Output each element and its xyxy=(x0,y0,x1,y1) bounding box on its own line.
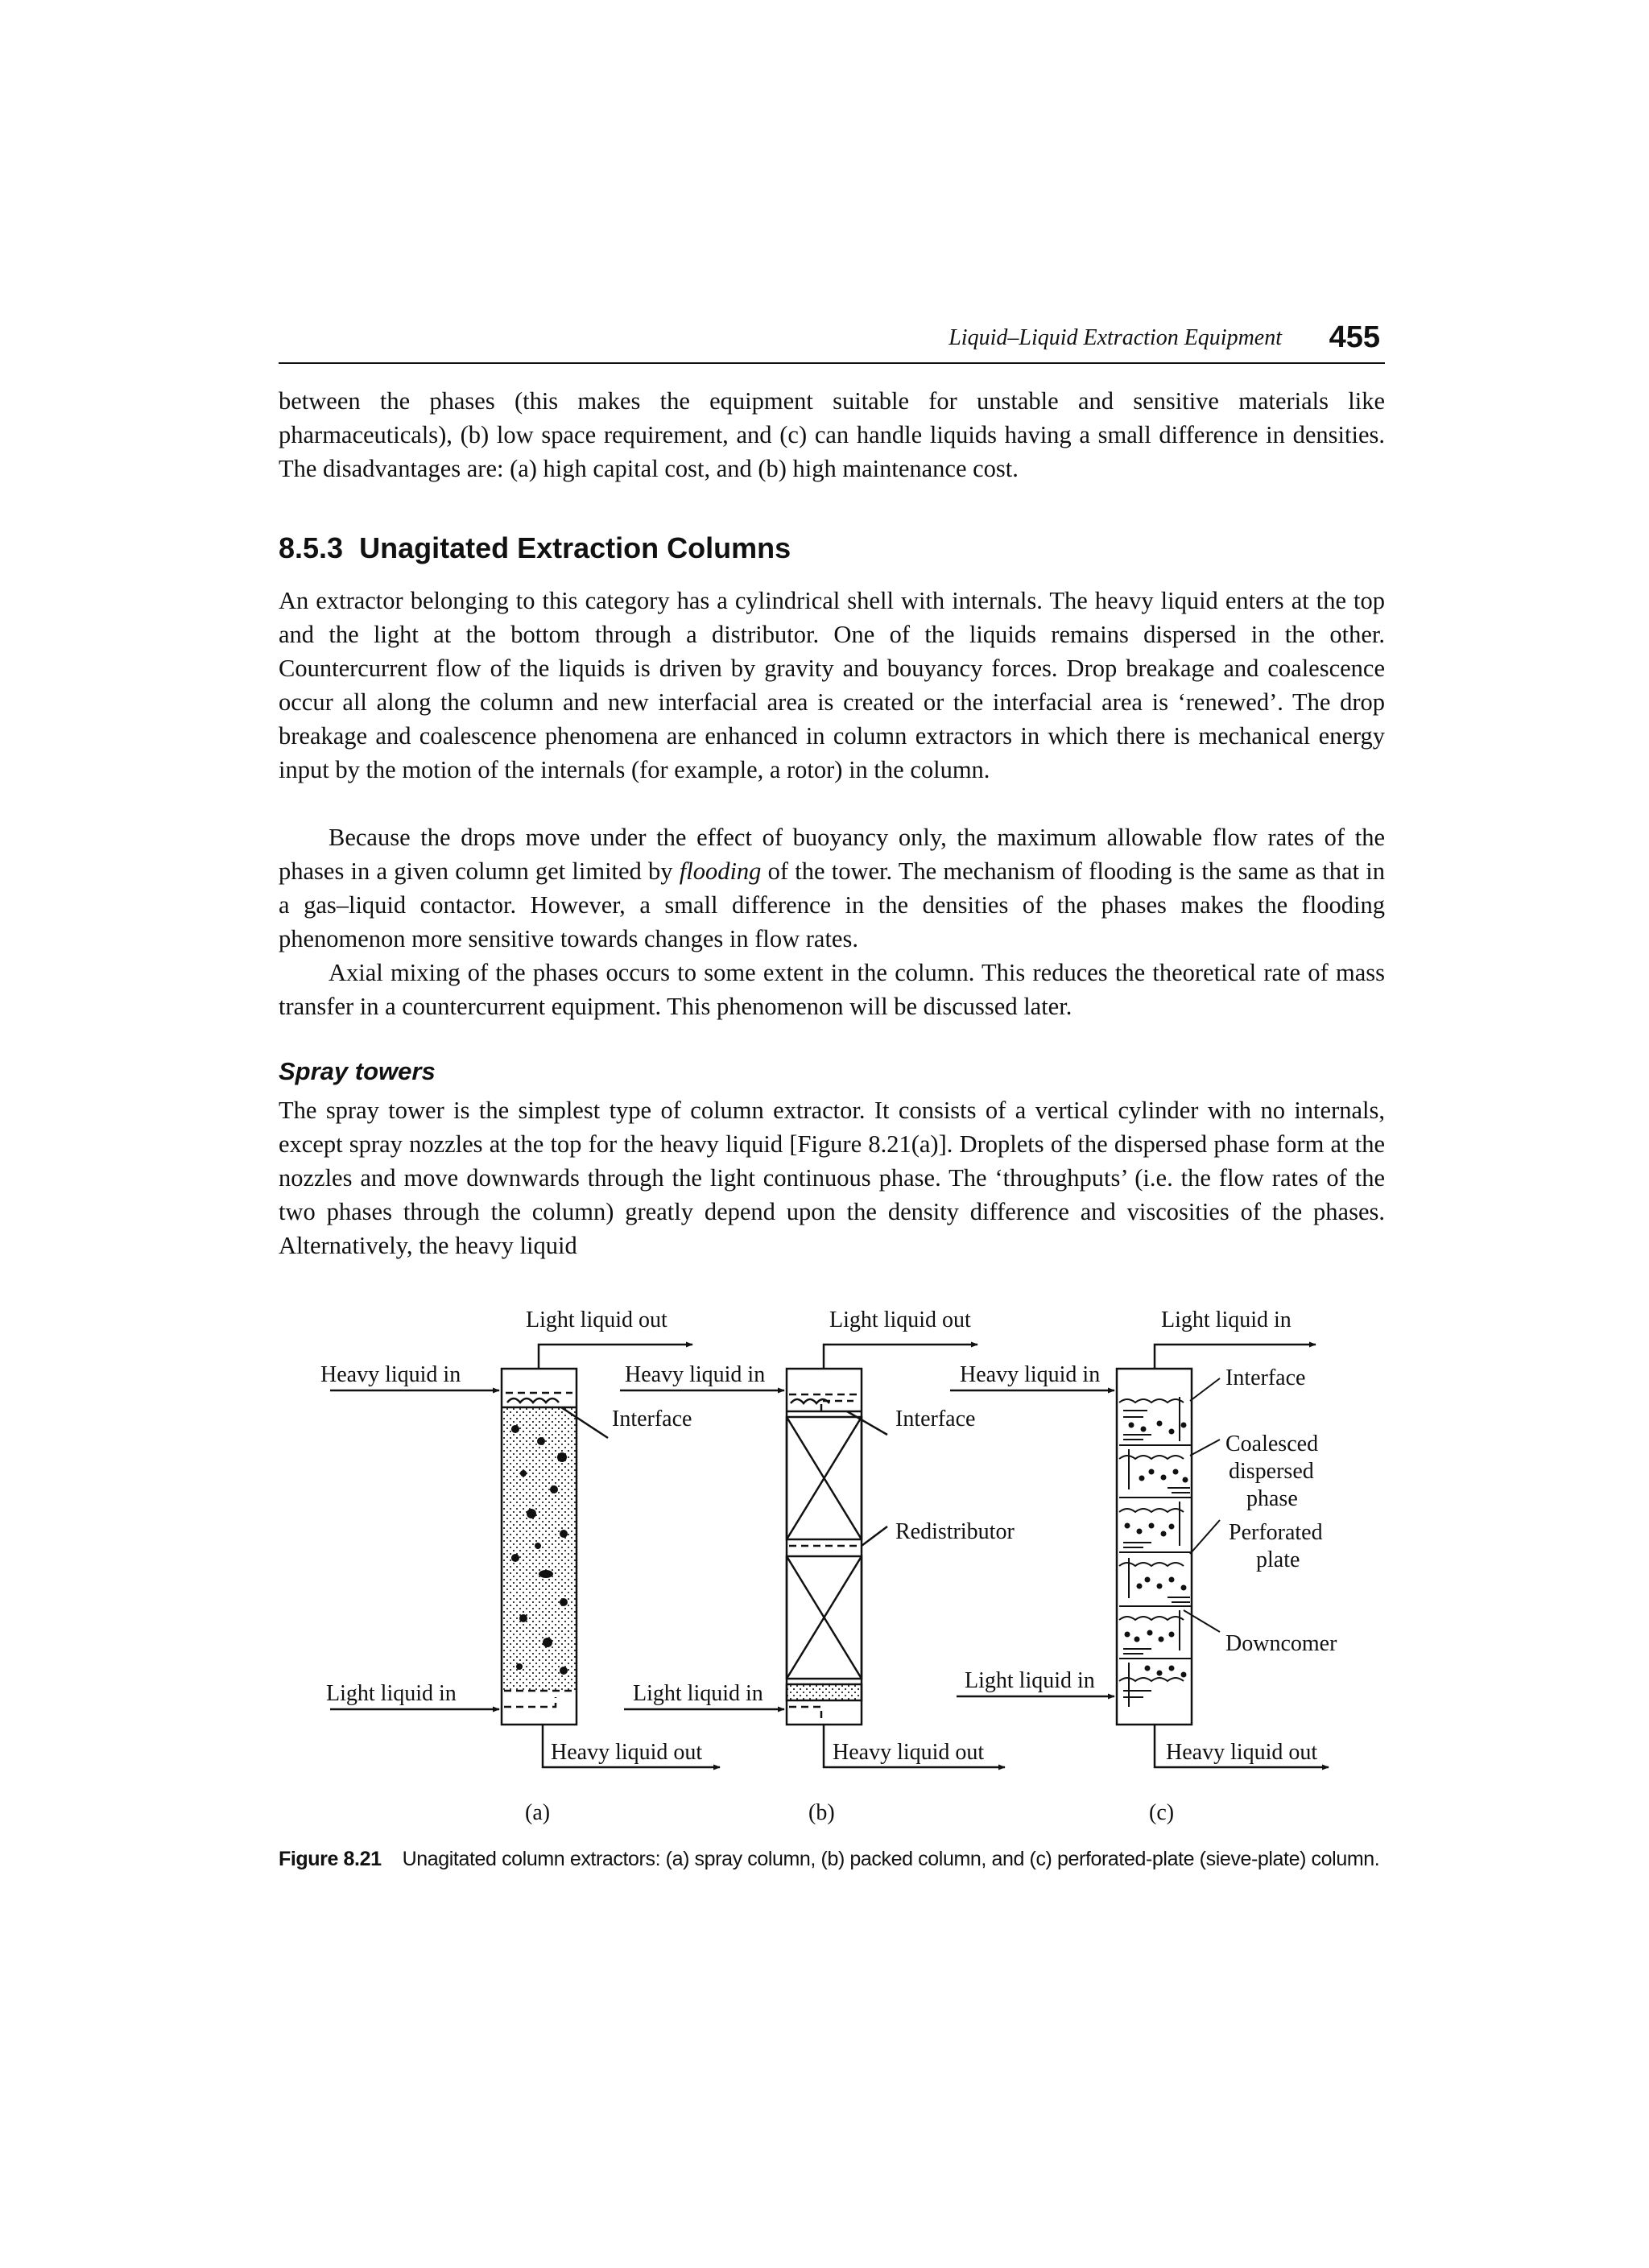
b-redistributor-label: Redistributor xyxy=(895,1519,1015,1544)
b-bottom-outlet-label: Heavy liquid out xyxy=(833,1740,985,1765)
packed-column-bottom-layer xyxy=(787,1684,862,1700)
flooding-term: flooding xyxy=(679,857,762,885)
paragraph-axial-mixing: Axial mixing of the phases occurs to some extent in the column. This reduces the theoretical rate of mass transfer in a countercurrent equipment. This phenomenon will be discussed later. xyxy=(279,959,1385,1020)
downcomer-leader xyxy=(1184,1610,1220,1632)
paragraph-intro: An extractor belonging to this category has a cylindrical shell with internals. The heavy liquid enters at the top and the light at the bottom through a distributor. One of the liquids remains dispersed in the other. Countercurrent flow of the liquids is driven by gravity and bouyancy forces. Drop breakage and coalescence occur all along the column and new interfacial area is created or the interfacial area is ‘renewed’. The drop breakage and coalescence phenomena are enhanced in column extractors in which there is mechanical energy input by the motion of the internals (for example, a rotor) in the column. xyxy=(279,587,1385,783)
b-interface-label: Interface xyxy=(895,1407,976,1431)
packed-column-distributor xyxy=(789,1394,859,1411)
interface-leader xyxy=(1190,1378,1220,1401)
a-top-outlet-label: Light liquid out xyxy=(526,1308,667,1332)
section-title: Unagitated Extraction Columns xyxy=(359,531,791,564)
c-top-inlet-light-label: Light liquid in xyxy=(1161,1308,1292,1332)
c-interface-label: Interface xyxy=(1225,1365,1306,1390)
c-perforated-label-line2: plate xyxy=(1256,1547,1300,1572)
sieve-column-leaders xyxy=(1184,1378,1220,1632)
sieve-plates xyxy=(1119,1397,1192,1707)
perforated-plate-leader xyxy=(1190,1520,1220,1554)
coalesced-leader xyxy=(1190,1440,1220,1456)
a-bottom-outlet-label: Heavy liquid out xyxy=(551,1740,703,1765)
running-title: Liquid–Liquid Extraction Equipment xyxy=(948,325,1282,350)
a-interface-label: Interface xyxy=(612,1407,692,1431)
page-number: 455 xyxy=(1329,320,1380,354)
b-top-outlet-label: Light liquid out xyxy=(829,1308,971,1332)
packed-column-top-outlet-pipe xyxy=(824,1345,977,1369)
sieve-plate-5 xyxy=(1119,1597,1192,1650)
paragraph-continuation: between the phases (this makes the equipment suitable for unstable and sensitive materials like pharmaceuticals), (b) low space requirement, and (c) can handle liquids having a small difference in densities. The disadvantages are: (a) high capital cost, and (b) high maintenance cost. xyxy=(279,387,1385,482)
a-top-inlet-label: Heavy liquid in xyxy=(320,1362,461,1387)
spray-column-bottom-distributor xyxy=(504,1691,574,1707)
sieve-plate-2 xyxy=(1119,1435,1192,1489)
b-top-inlet-label: Heavy liquid in xyxy=(625,1362,766,1387)
sieve-plate-4 xyxy=(1119,1543,1192,1598)
sieve-plate-3 xyxy=(1119,1488,1192,1546)
figure-caption-text: Unagitated column extractors: (a) spray column, (b) packed column, and (c) perforated-plate (sieve-plate) column. xyxy=(402,1848,1380,1870)
packed-bed-upper-cross xyxy=(787,1417,862,1539)
flooding-text-end: of the tower. The mechanism of flooding is the same as that in a gas–liquid contactor. However, a small difference in the densities of the phases makes the flooding phenomenon more sensitive towards changes in flow rates. xyxy=(279,857,1385,952)
packed-column-redistributor-leader xyxy=(862,1526,887,1546)
packed-bed-lower-cross xyxy=(787,1556,862,1679)
c-coalesced-label-line3: phase xyxy=(1246,1486,1298,1511)
figure-caption-label: Figure 8.21 xyxy=(279,1848,382,1870)
c-bottom-inlet-label: Light liquid in xyxy=(965,1668,1095,1693)
packed-column-bottom-distributor xyxy=(789,1707,821,1718)
spray-column-dispersed-region xyxy=(502,1407,577,1691)
section-number: 8.5.3 xyxy=(279,531,344,564)
c-perforated-label-line1: Perforated xyxy=(1229,1520,1323,1545)
c-sublabel: (c) xyxy=(1149,1800,1175,1825)
spray-column-interface-wave xyxy=(507,1398,559,1403)
a-sublabel: (a) xyxy=(525,1800,551,1825)
paragraph-spray-tower: The spray tower is the simplest type of column extractor. It consists of a vertical cylinder with no internals, except spray nozzles at the top for the heavy liquid [Figure 8.21(a)]. Droplets of the dispersed phase form at the nozzles and move downwards through the light continuous phase. The ‘throughputs’ (i.e. the flow rates of the two phases through the column) greatly depend upon the density difference and viscosities of the phases. Alternatively, the heavy liquid xyxy=(279,1097,1385,1259)
b-bottom-inlet-label: Light liquid in xyxy=(633,1681,763,1706)
a-bottom-inlet-label: Light liquid in xyxy=(326,1681,457,1706)
c-top-inlet-heavy-label: Heavy liquid in xyxy=(960,1362,1101,1387)
sieve-plate-6 xyxy=(1119,1649,1192,1707)
c-bottom-outlet-label: Heavy liquid out xyxy=(1166,1740,1318,1765)
flooding-text-start: Because the drops move under the effect of buoyancy only, the maximum allowable flow rates of the phases in a given column get limited by xyxy=(279,824,1385,885)
subsection-heading: Spray towers xyxy=(279,1057,436,1085)
b-sublabel: (b) xyxy=(808,1800,835,1825)
c-downcomer-label: Downcomer xyxy=(1225,1631,1337,1656)
c-coalesced-label-line2: dispersed xyxy=(1229,1459,1314,1484)
figure-caption xyxy=(279,1848,1385,1871)
c-coalesced-label-line1: Coalesced xyxy=(1225,1431,1319,1456)
sieve-column-dispersed-drops xyxy=(1125,1421,1188,1678)
